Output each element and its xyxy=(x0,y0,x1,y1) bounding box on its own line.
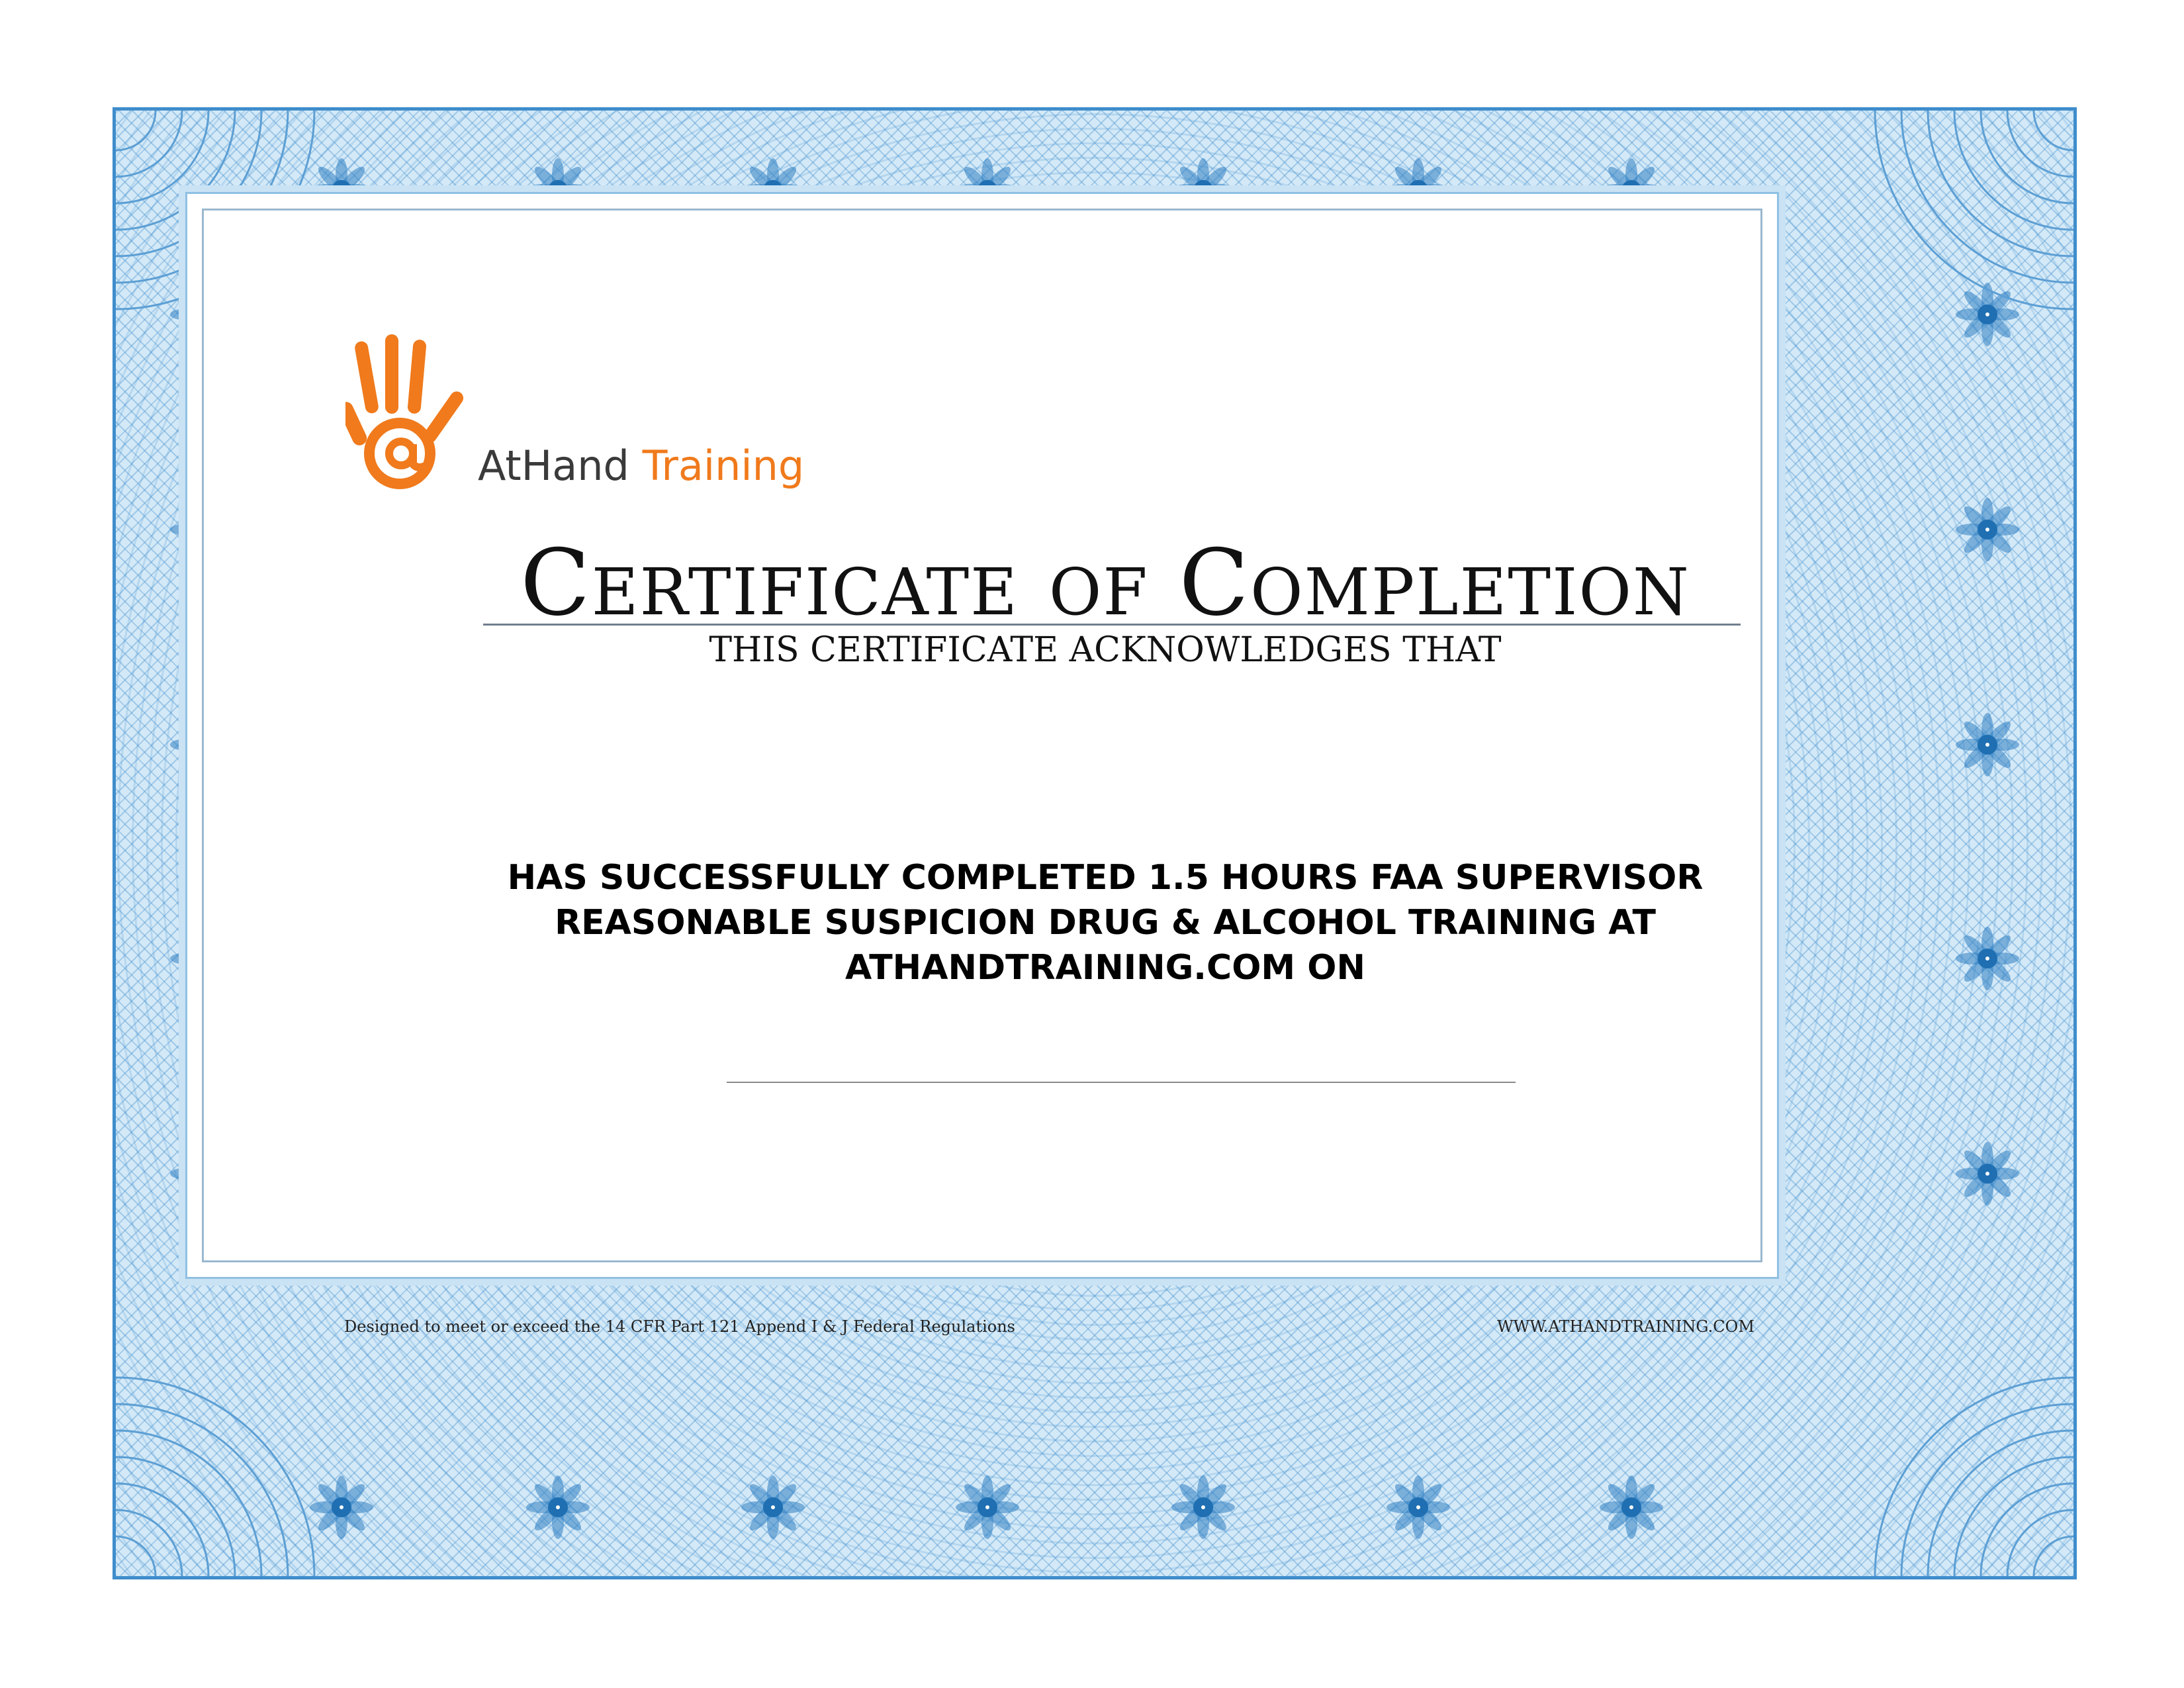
border-rosette xyxy=(1956,283,2019,346)
corner-ornament xyxy=(116,1536,156,1576)
brand-name xyxy=(478,442,804,490)
border-rosette xyxy=(526,1476,590,1539)
border-rosette xyxy=(1956,927,2019,990)
corner-ornament xyxy=(116,111,156,150)
border-rosette xyxy=(956,1476,1019,1539)
border-rosette xyxy=(1956,498,2019,561)
corner-ornament xyxy=(2007,111,2073,177)
brand-name-part1: AtHand xyxy=(478,442,629,490)
certificate-title: Certificate of Completion xyxy=(520,530,1690,636)
hand-at-sign-icon xyxy=(345,334,478,493)
corner-ornament xyxy=(116,1457,235,1576)
corner-ornament xyxy=(116,111,182,177)
corner-ornament xyxy=(1901,111,2073,283)
corner-ornament xyxy=(1901,1404,2073,1576)
corner-ornament xyxy=(1928,111,2073,256)
corner-ornament xyxy=(1954,1457,2073,1576)
brand-name-part2: Training xyxy=(629,442,805,490)
statement-line: REASONABLE SUSPICION DRUG & ALCOHOL TRAINING AT xyxy=(555,903,1656,943)
corner-ornament xyxy=(2007,1510,2073,1576)
border-rosette xyxy=(310,1476,373,1539)
website-url: WWW.ATHANDTRAINING.COM xyxy=(1497,1317,1754,1336)
corner-ornament xyxy=(116,1510,182,1576)
border-rosette xyxy=(1387,1476,1450,1539)
corner-ornament xyxy=(1954,111,2073,230)
completion-statement xyxy=(424,855,1787,990)
border-rosette xyxy=(1171,1476,1235,1539)
border-rosette xyxy=(1956,713,2019,776)
border-rosette xyxy=(741,1476,805,1539)
border-rosette xyxy=(1956,1142,2019,1205)
regulation-note: Designed to meet or exceed the 14 CFR Part 121 Append I & J Federal Regulations xyxy=(344,1317,1015,1336)
corner-ornament xyxy=(116,1404,288,1576)
corner-ornament xyxy=(1928,1430,2073,1576)
corner-ornament xyxy=(2034,111,2073,150)
certificate-subtitle: THIS CERTIFICATE ACKNOWLEDGES THAT xyxy=(709,630,1502,670)
statement-line: ATHANDTRAINING.COM ON xyxy=(845,948,1365,988)
border-rosette xyxy=(1600,1476,1663,1539)
athand-logo xyxy=(345,334,848,500)
corner-ornament xyxy=(116,1430,261,1576)
title-divider xyxy=(483,624,1741,626)
corner-ornament xyxy=(2034,1536,2073,1576)
date-signature-line xyxy=(727,1082,1516,1083)
statement-line: HAS SUCCESSFULLY COMPLETED 1.5 HOURS FAA SUPERVISOR xyxy=(507,858,1704,898)
